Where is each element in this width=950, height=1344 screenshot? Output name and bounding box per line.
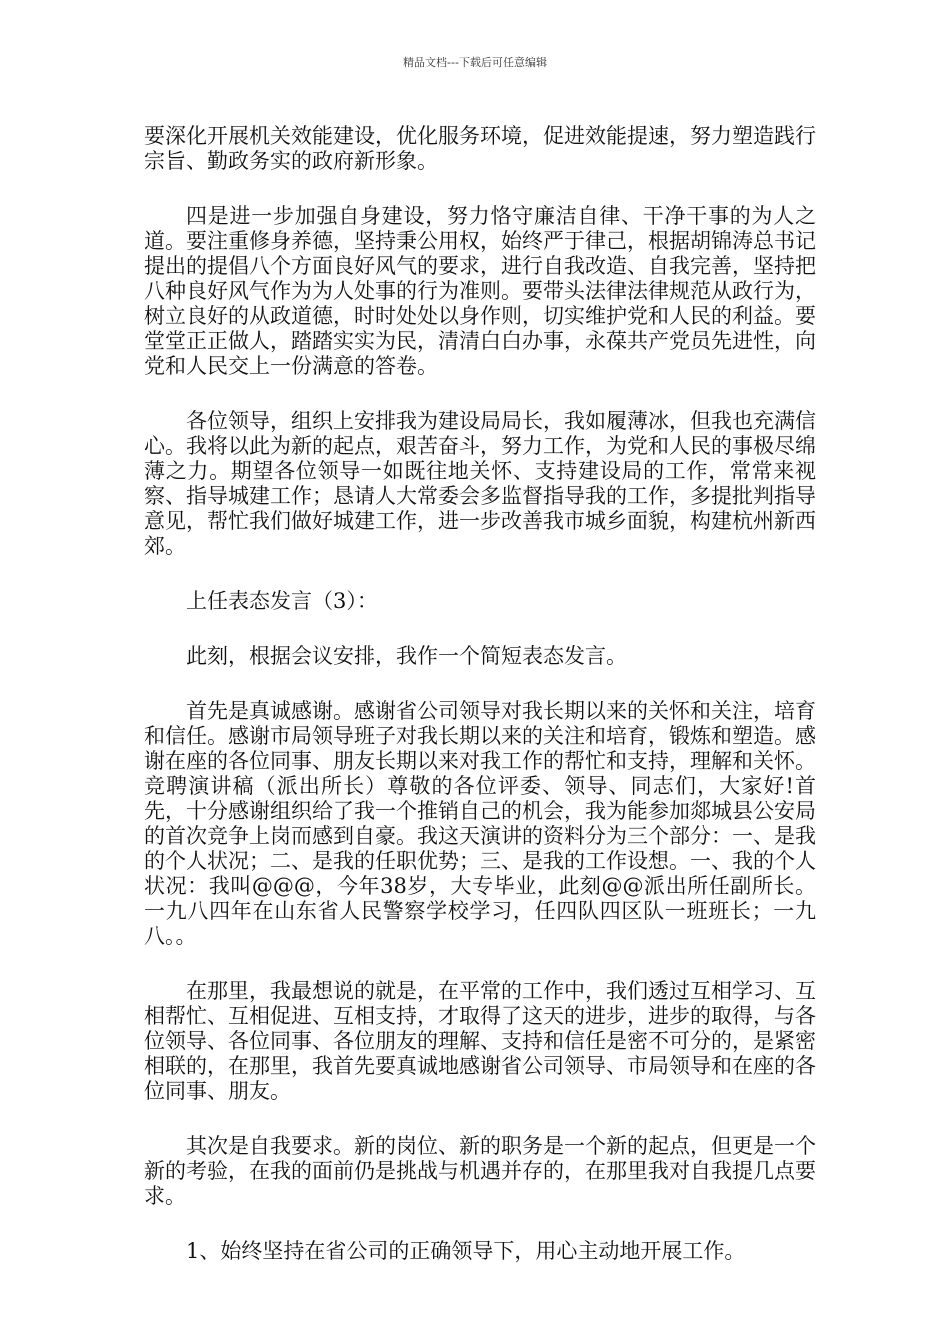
paragraph: 其次是自我要求。新的岗位、新的职务是一个新的起点，但更是一个新的考验，在我的面前仍是挑战与机遇并存的，在那里我对自我提几点要求。	[144, 1134, 816, 1208]
paragraph: 首先是真诚感谢。感谢省公司领导对我长期以来的关怀和关注，培育和信任。感谢市局领导班子对我长期以来的关注和培育，锻炼和塑造。感谢在座的各位同事、朋友长期以来对我工作的帮忙和支持，理解和关怀。竞聘演讲稿（派出所长）尊敬的各位评委、领导、同志们，大家好!首先，十分感谢组织给了我一个推销自己的机会，我为能参加郯城县公安局的首次竞争上岗而感到自豪。我这天演讲的资料分为三个部分：一、是我的个人状况；二、是我的任职优势；三、是我的工作设想。一、我的个人状况：我叫@@@，今年38岁，大专毕业，此刻@@派出所任副所长。一九八四年在山东省人民警察学校学习，任四队四区队一班班长；一九八。。	[144, 699, 816, 948]
paragraph: 此刻，根据会议安排，我作一个简短表态发言。	[186, 644, 627, 668]
paragraph: 在那里，我最想说的就是，在平常的工作中，我们透过互相学习、互相帮忙、互相促进、互相支持，才取得了这天的进步，进步的取得，与各位领导、各位同事、各位朋友的理解、支持和信任是密不可分的，是紧密相联的，在那里，我首先要真诚地感谢省公司领导、市局领导和在座的各位同事、朋友。	[144, 979, 816, 1103]
paragraph: 四是进一步加强自身建设，努力恪守廉洁自律、干净干事的为人之道。要注重修身养德，坚持秉公用权，始终严于律己，根据胡锦涛总书记提出的提倡八个方面良好风气的要求，进行自我改造、自我完善，坚持把八种良好风气作为为人处事的行为准则。要带头法律法律规范从政行为，树立良好的从政道德，时时处处以身作则，切实维护党和人民的利益。要堂堂正正做人，踏踏实实为民，清清白白办事，永葆共产党员先进性，向党和人民交上一份满意的答卷。	[144, 204, 816, 378]
page-header: 精品文档---下载后可任意编辑	[403, 56, 547, 69]
section-heading: 上任表态发言（3）：	[186, 589, 378, 613]
paragraph: 要深化开展机关效能建设，优化服务环境，促进效能提速，努力塑造践行宗旨、勤政务实的政府新形象。	[144, 124, 816, 173]
paragraph: 各位领导，组织上安排我为建设局局长，我如履薄冰，但我也充满信心。我将以此为新的起点，艰苦奋斗，努力工作，为党和人民的事极尽绵薄之力。期望各位领导一如既往地关怀、支持建设局的工作，常常来视察、指导城建工作；恳请人大常委会多监督指导我的工作，多提批判指导意见，帮忙我们做好城建工作，进一步改善我市城乡面貌，构建杭州新西郊。	[144, 409, 816, 558]
list-item: 1、始终坚持在省公司的正确领导下，用心主动地开展工作。	[186, 1239, 746, 1263]
document-body	[144, 124, 816, 1294]
